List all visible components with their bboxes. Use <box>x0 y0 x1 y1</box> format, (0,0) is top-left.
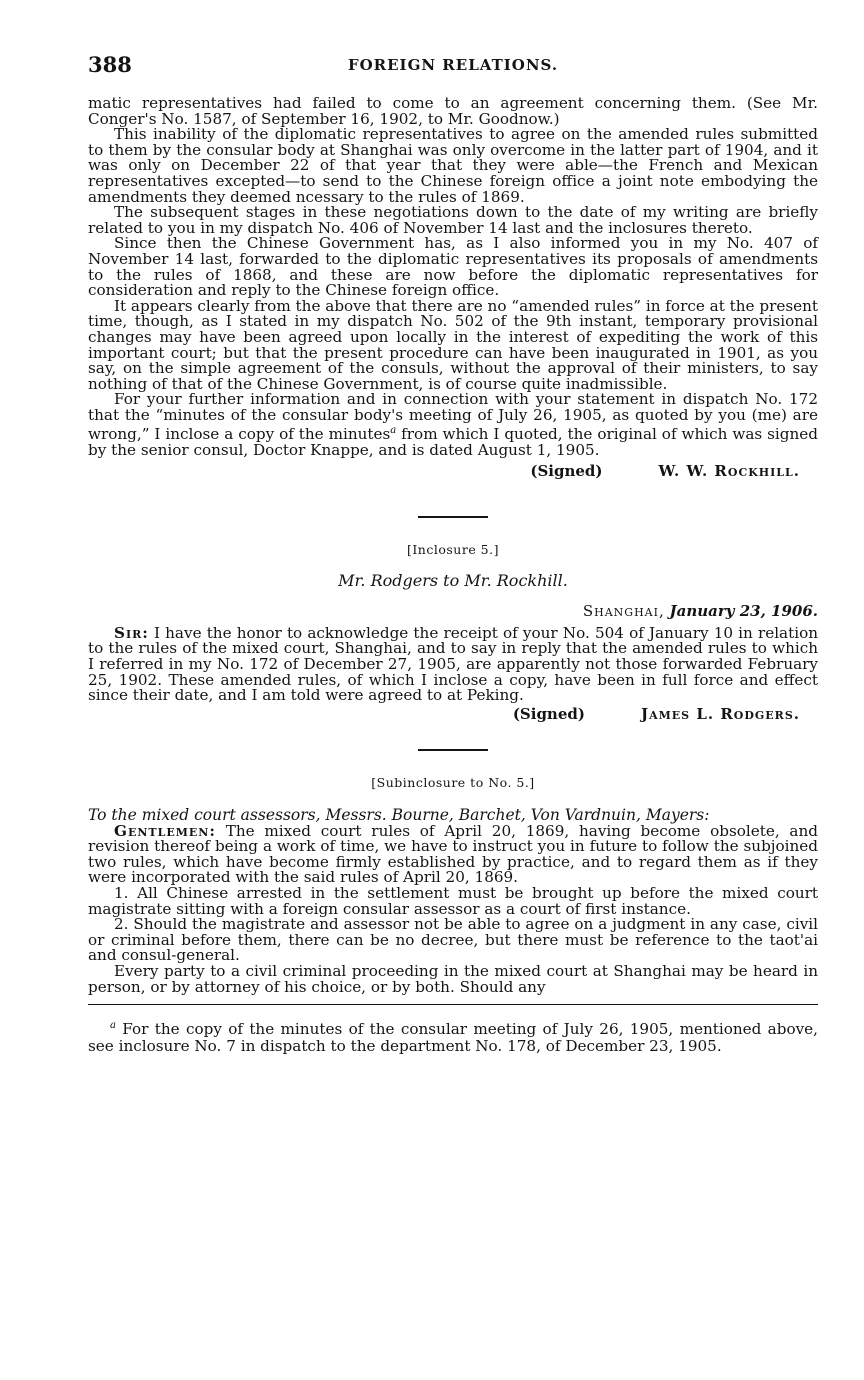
salutation: Gentlemen: <box>114 821 216 840</box>
letter-body <box>88 623 818 705</box>
signed-label: (Signed) <box>530 461 603 480</box>
inclosure-label: [Inclosure 5.] <box>406 541 499 557</box>
footnote-mark: a <box>110 1020 116 1032</box>
dateline <box>88 602 818 620</box>
signature-block <box>88 462 818 480</box>
page-number: 388 <box>88 52 132 77</box>
footnote-reference: a <box>390 425 397 437</box>
footnote <box>88 1017 818 1055</box>
paragraph-text-after: from which I quoted, the original of which was signed by the senior consul, Doctor Knappe, and is dated August 1, 1905. <box>88 425 818 460</box>
salutation: Sir: <box>114 623 149 642</box>
footnote-text: For the copy of the minutes of the consular meeting of July 26, 1905, mentioned above, see inclosure No. 7 in dispatch to the department No. 178, of December 23, 1905. <box>88 1020 818 1056</box>
signature-name: James L. Rodgers. <box>640 704 800 723</box>
paragraph: Since then the Chinese Government has, as I also informed you in my No. 407 of November 14 last, forwarded to the diplomatic representatives its proposals of amendments to the rules of 1868, and these are now before the diplomatic representatives for consideration and reply to the Chinese foreign office. <box>88 234 818 300</box>
letter-title: Mr. Rodgers to Mr. Rockhill. <box>338 570 568 590</box>
subinclosure-label: [Subinclosure to No. 5.] <box>371 774 535 790</box>
paragraph: The subsequent stages in these negotiations down to the date of my writing are briefly related to you in my dispatch No. 406 of November 14 last and the inclosures thereto. <box>88 203 818 237</box>
dateline-date: January 23, 1906. <box>669 601 818 620</box>
subinclosure-body <box>88 821 818 887</box>
paragraph: It appears clearly from the above that there are no “amended rules” in force at the present time, though, as I stated in my dispatch No. 502 of the 9th instant, temporary provisional changes may have been agreed upon locally in the interest of expediting the work of this important court; but that the present procedure can have been inaugurated in 1901, as you say, on the simple agreement of the consuls, without the approval of their ministers, to say nothing of that of the Chinese Government, is of course quite inadmissible. <box>88 296 818 393</box>
signature-name: W. W. Rockhill. <box>658 461 800 480</box>
running-title: FOREIGN RELATIONS. <box>347 56 559 74</box>
rule-item: 2. Should the magistrate and assessor not be able to agree on a judgment in any case, civil or criminal before them, there can be no decree, but there must be reference to the taot'ai and consul-general. <box>88 915 818 965</box>
paragraph-continuation: matic representatives had failed to come to an agreement concerning them. (See Mr. Conger's No. 1587, of September 16, 1902, to Mr. Goodnow.) <box>88 94 818 128</box>
rule-item: Every party to a civil criminal proceeding in the mixed court at Shanghai may be heard in person, or by attorney of his choice, or by both. Should any <box>88 962 818 996</box>
signed-label: (Signed) <box>512 704 585 723</box>
signature-block <box>88 705 818 723</box>
paragraph-text-before: For your further information and in connection with your statement in dispatch No. 172 that the “minutes of the consular body's meeting of July 26, 1905, as quoted by you (me) are wrong,” I inclose a copy of the minutes <box>88 390 818 444</box>
subinclosure-body-text: The mixed court rules of April 20, 1869, having become obsolete, and revision thereof being a work of time, we have to instruct you in future to follow the subjoined two rules, which have become firmly established by practice, and to regard them as if they were incorporated with the said rules of April 20, 1869. <box>88 821 818 887</box>
body-text <box>88 96 818 1055</box>
dateline-place: Shanghai, <box>582 601 665 620</box>
paragraph: This inability of the diplomatic representatives to agree on the amended rules submitted to them by the consular body at Shanghai was only overcome in the latter part of 1904, and it was only on December 22 of that year that they were able—the French and Mexican representatives excepted—to send to the Chinese foreign office a joint note embodying the amendments they deemed ncessary to the rules of 1869. <box>88 125 818 206</box>
paragraph-with-footnote-ref <box>88 392 818 458</box>
addressee-line: To the mixed court assessors, Messrs. Bourne, Barchet, Von Vardnuin, Mayers: <box>88 805 710 824</box>
running-head <box>88 52 818 78</box>
letter-body-text: I have the honor to acknowledge the receipt of your No. 504 of January 10 in relation to the rules of the mixed court, Shanghai, and to say in reply that the amended rules to which I referred in my No. 172 of December 27, 1905, are apparently not those forwarded February 25, 1902. These amended rules, of which I inclose a copy, have been in full force and effect since their date, and I am told were agreed to at Peking. <box>88 623 818 705</box>
rule-item: 1. All Chinese arrested in the settlement must be brought up before the mixed court magistrate sitting with a foreign consular assessor as a court of first instance. <box>88 884 818 918</box>
